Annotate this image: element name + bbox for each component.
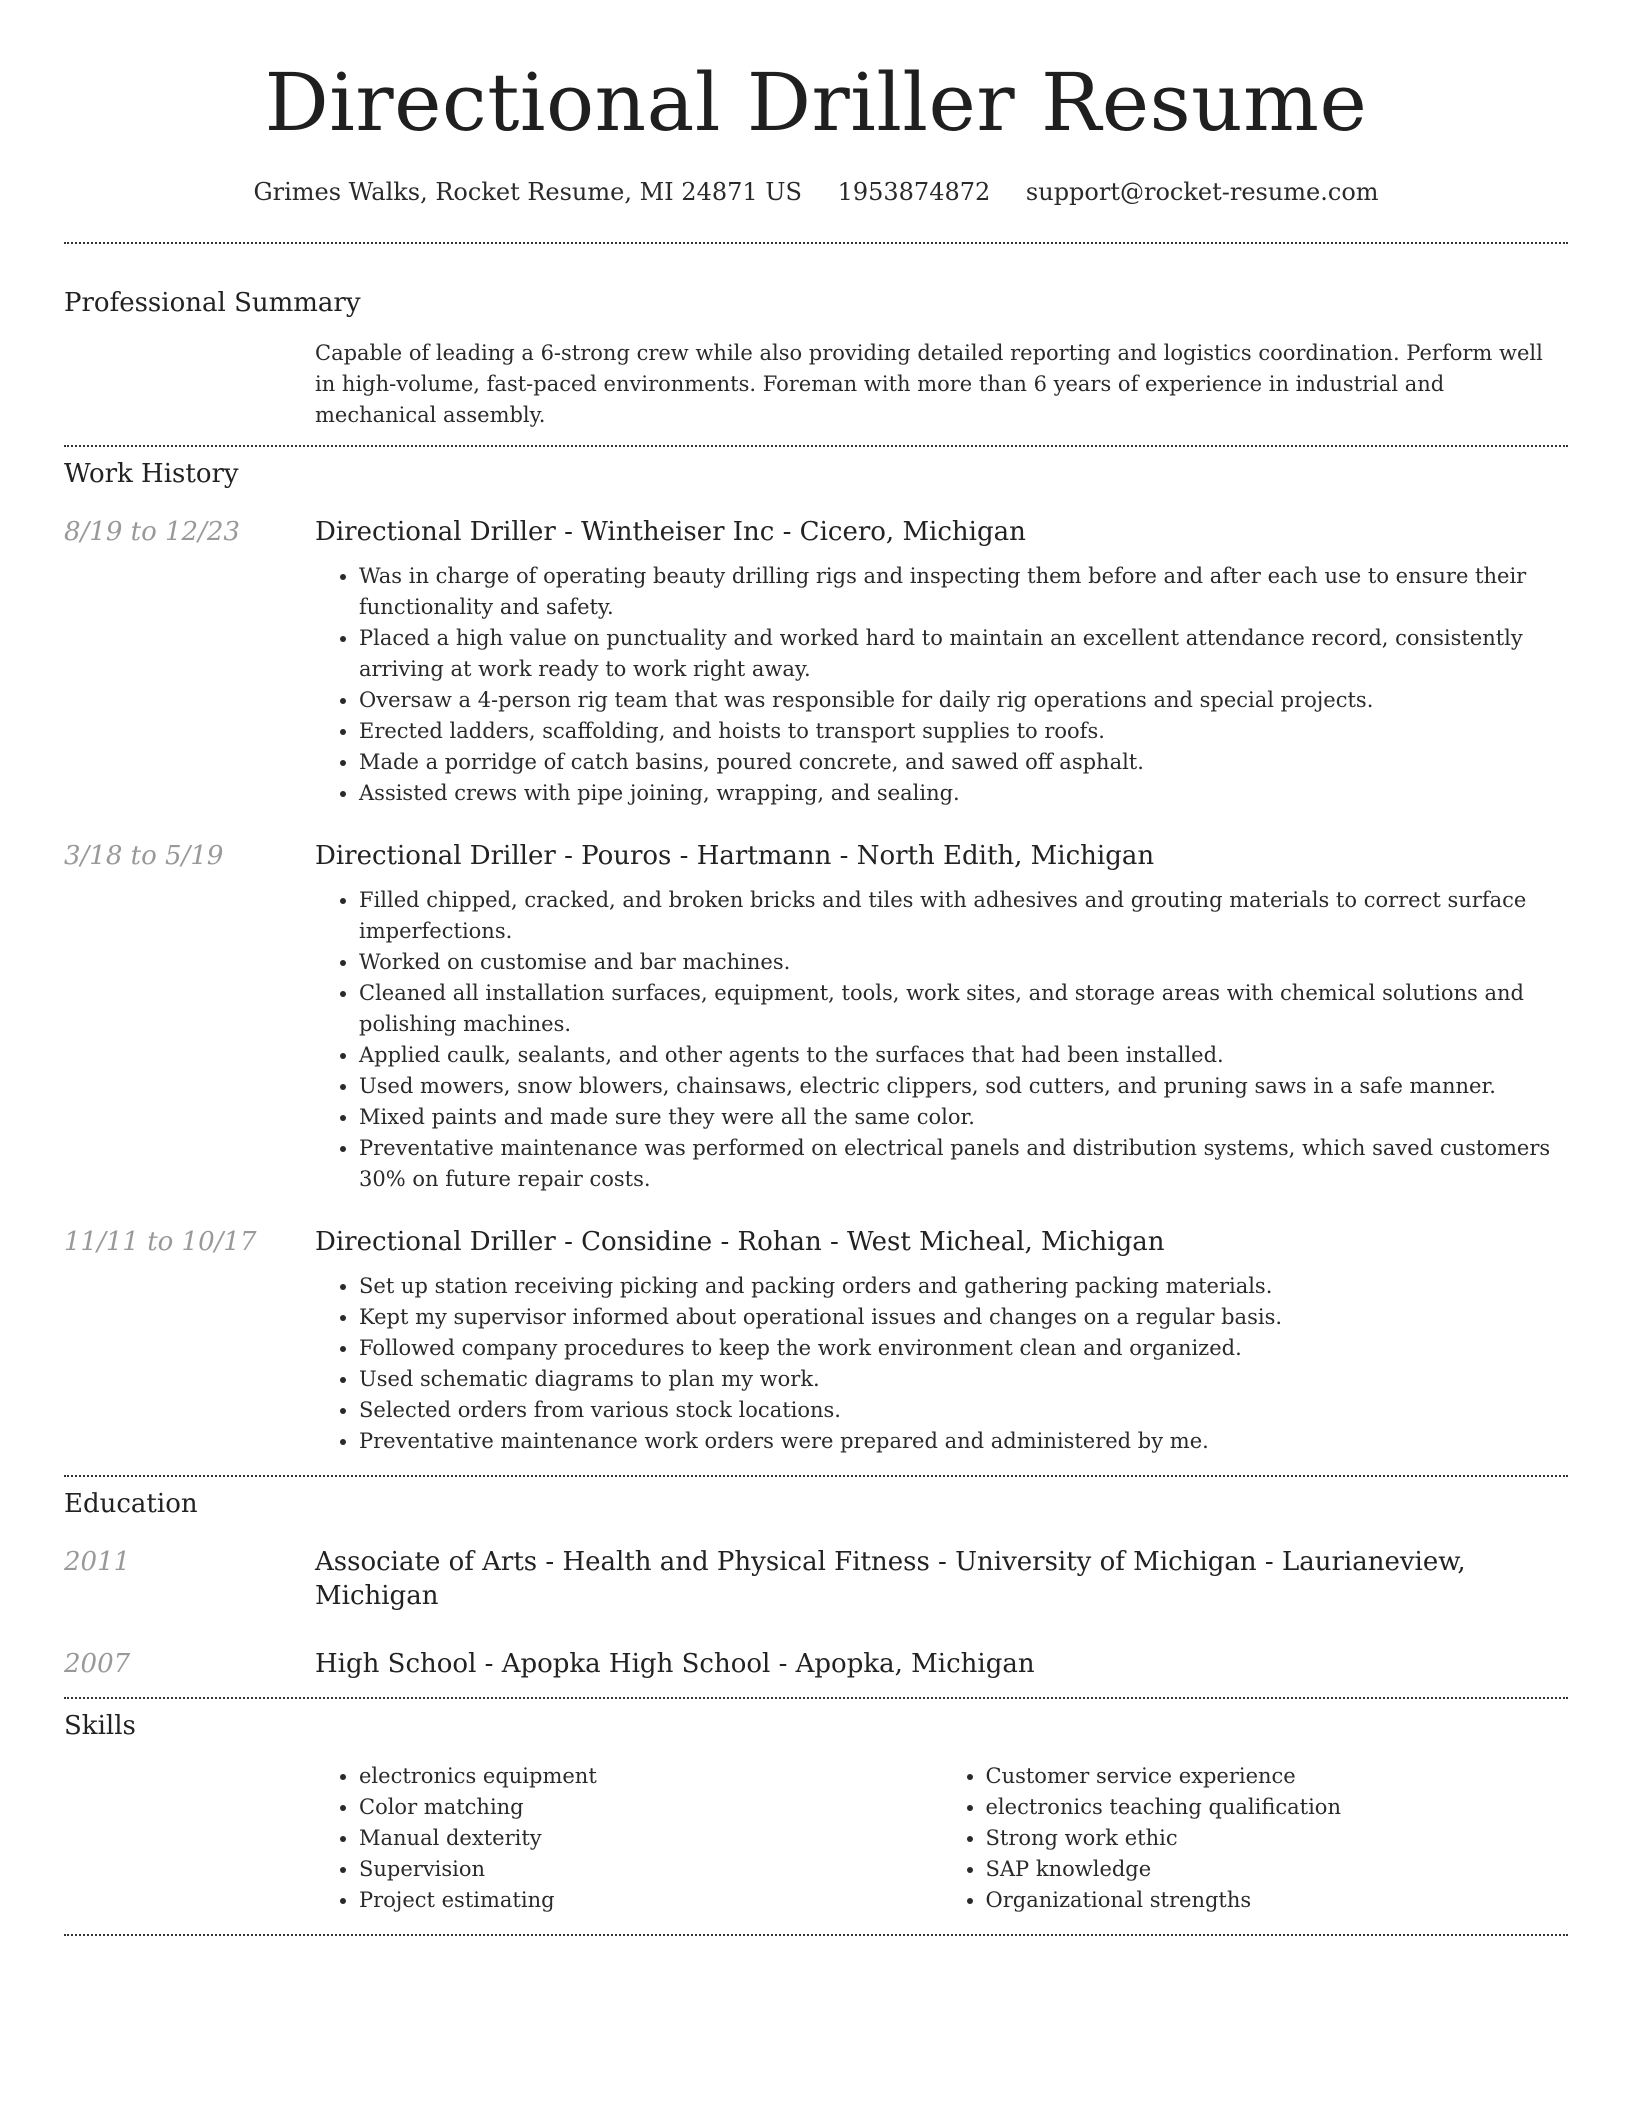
job-dates: 3/18 to 5/19 (64, 841, 224, 871)
list-item: • Cleaned all installation surfaces, equipment, tools, work sites, and storage areas with chemical solutions and polishing machines. (359, 978, 1568, 1040)
summary-text: Capable of leading a 6-strong crew while also providing detailed reporting and logistics coordination. Perform well in high-volume, fast-paced environments. Foreman with more than 6 years of experience in industrial and mechanical assembly. (315, 341, 1543, 427)
education-detail: High School - Apopka High School - Apopka, Michigan (315, 1649, 1035, 1679)
job-title: Directional Driller - Wintheiser Inc - Cicero, Michigan (315, 517, 1026, 547)
skill-item: • SAP knowledge (986, 1854, 1569, 1885)
skills-column-right (942, 1761, 1569, 1916)
job-entry (64, 1225, 1568, 1457)
skill-item: • Customer service experience (986, 1761, 1569, 1792)
education-detail: Associate of Arts - Health and Physical Fitness - University of Michigan - Laurianeview, Michigan (315, 1547, 1466, 1611)
list-item: • Selected orders from various stock locations. (359, 1395, 1568, 1426)
resume-title: Directional Driller Resume (264, 56, 1368, 149)
divider (64, 1697, 1568, 1699)
contact-line (64, 176, 1568, 208)
list-item: • Placed a high value on punctuality and worked hard to maintain an excellent attendance record, consistently arriving at work ready to work right away. (359, 623, 1568, 685)
job-title: Directional Driller - Pouros - Hartmann - North Edith, Michigan (315, 841, 1155, 871)
divider (64, 242, 1568, 244)
divider (64, 445, 1568, 447)
list-item: • Used schematic diagrams to plan my work. (359, 1364, 1568, 1395)
skill-item: • Color matching (359, 1792, 942, 1823)
list-item: • Kept my supervisor informed about operational issues and changes on a regular basis. (359, 1302, 1568, 1333)
job-dates: 11/11 to 10/17 (64, 1227, 257, 1257)
contact-email: support@rocket-resume.com (1025, 178, 1379, 206)
list-item: • Applied caulk, sealants, and other agents to the surfaces that had been installed. (359, 1040, 1568, 1071)
contact-address: Grimes Walks, Rocket Resume, MI 24871 US (253, 178, 802, 206)
work-section (64, 457, 1568, 1457)
job-title: Directional Driller - Considine - Rohan - West Micheal, Michigan (315, 1227, 1165, 1257)
list-item: • Assisted crews with pipe joining, wrapping, and sealing. (359, 778, 1568, 809)
list-item: • Filled chipped, cracked, and broken bricks and tiles with adhesives and grouting materials to correct surface imperfections. (359, 885, 1568, 947)
skills-section (64, 1709, 1568, 1916)
list-item: • Preventative maintenance was performed on electrical panels and distribution systems, which saved customers 30% on future repair costs. (359, 1133, 1568, 1195)
job-bullets (315, 885, 1568, 1195)
list-item: • Followed company procedures to keep the work environment clean and organized. (359, 1333, 1568, 1364)
education-year: 2011 (64, 1547, 131, 1577)
skill-item: • Manual dexterity (359, 1823, 942, 1854)
job-entry (64, 515, 1568, 809)
summary-section (64, 286, 1568, 431)
education-entry (64, 1545, 1568, 1613)
divider (64, 1934, 1568, 1936)
skill-item: • Project estimating (359, 1885, 942, 1916)
job-bullets (315, 1271, 1568, 1457)
education-year: 2007 (64, 1649, 131, 1679)
list-item: • Erected ladders, scaffolding, and hoists to transport supplies to roofs. (359, 716, 1568, 747)
job-dates: 8/19 to 12/23 (64, 517, 240, 547)
list-item: • Was in charge of operating beauty drilling rigs and inspecting them before and after each use to ensure their functionality and safety. (359, 561, 1568, 623)
skills-column-left (315, 1761, 942, 1916)
divider (64, 1475, 1568, 1477)
list-item: • Mixed paints and made sure they were all the same color. (359, 1102, 1568, 1133)
section-heading-summary: Professional Summary (64, 288, 361, 318)
section-heading-work: Work History (64, 459, 239, 489)
section-heading-skills: Skills (64, 1711, 136, 1741)
list-item: • Oversaw a 4-person rig team that was responsible for daily rig operations and special projects. (359, 685, 1568, 716)
list-item: • Preventative maintenance work orders were prepared and administered by me. (359, 1426, 1568, 1457)
skills-list (315, 1761, 1568, 1916)
section-heading-education: Education (64, 1489, 198, 1519)
job-bullets (315, 561, 1568, 809)
skill-item: • electronics teaching qualification (986, 1792, 1569, 1823)
education-entry (64, 1647, 1568, 1681)
list-item: • Worked on customise and bar machines. (359, 947, 1568, 978)
skill-item: • Supervision (359, 1854, 942, 1885)
education-section (64, 1487, 1568, 1681)
contact-phone: 1953874872 (837, 178, 991, 206)
skill-item: • Organizational strengths (986, 1885, 1569, 1916)
skill-item: • Strong work ethic (986, 1823, 1569, 1854)
list-item: • Used mowers, snow blowers, chainsaws, electric clippers, sod cutters, and pruning saws in a safe manner. (359, 1071, 1568, 1102)
list-item: • Set up station receiving picking and packing orders and gathering packing materials. (359, 1271, 1568, 1302)
job-entry (64, 839, 1568, 1195)
skill-item: • electronics equipment (359, 1761, 942, 1792)
list-item: • Made a porridge of catch basins, poured concrete, and sawed off asphalt. (359, 747, 1568, 778)
